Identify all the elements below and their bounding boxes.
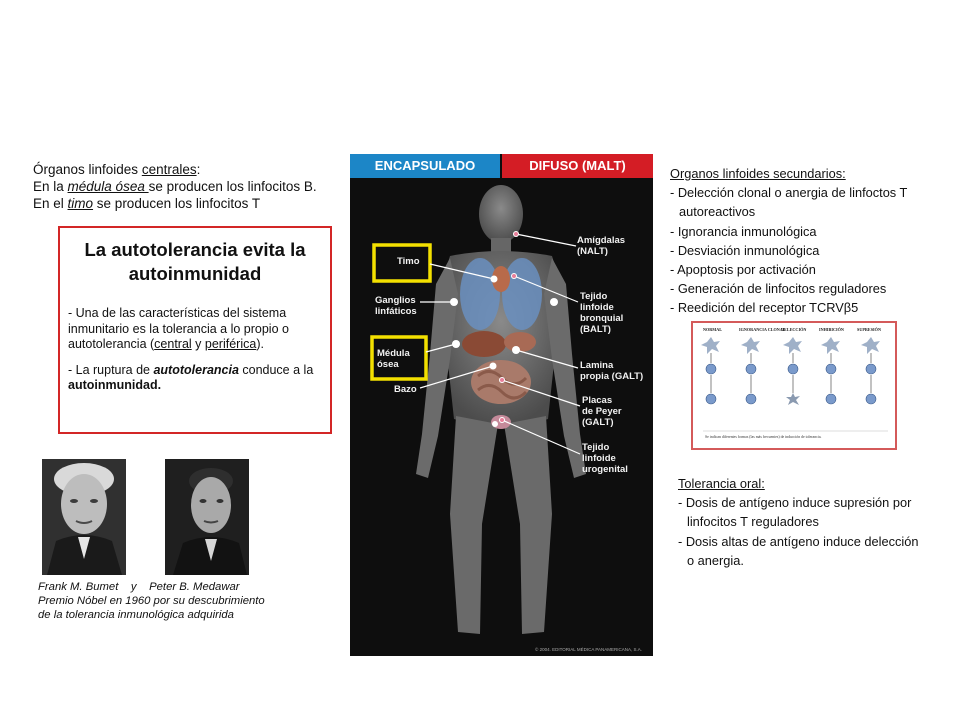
- label-timo: Timo: [397, 256, 420, 267]
- secondary-item-2: - Ignorancia inmunológica: [670, 223, 817, 239]
- oral-item-1-cont: linfocitos T reguladores: [687, 514, 819, 530]
- p2-autoinmunidad: autoinmunidad.: [68, 378, 162, 392]
- label-tejido-urogenital: Tejido linfoide urogenital: [582, 442, 628, 475]
- secondary-item-6: - Reedición del receptor TCRVβ5: [670, 300, 859, 316]
- burnet-portrait: [42, 459, 126, 575]
- central-line3-prefix: En el: [33, 196, 68, 211]
- caption-line-1: Frank M. Bumet y Peter B. Medawar: [38, 581, 240, 593]
- central-heading-prefix: Órganos linfoides: [33, 162, 142, 177]
- portrait-caption: [38, 580, 338, 622]
- label-lamina-propia: Lamina propia (GALT): [580, 360, 644, 382]
- central-organs-text: [33, 161, 353, 212]
- central-line2-suffix: se producen los linfocitos B.: [148, 179, 317, 194]
- secondary-item-4: - Apoptosis por activación: [670, 262, 816, 278]
- label-placas-peyer: Placas de Peyer (GALT): [582, 395, 622, 428]
- autotolerance-paragraph-1: [68, 306, 322, 353]
- autotolerance-box: [58, 226, 332, 434]
- central-line2-prefix: En la: [33, 179, 68, 194]
- secondary-organs-list: [670, 164, 960, 318]
- caption-line-3: de la tolerancia inmunológica adquirida: [38, 609, 234, 621]
- p1-periferica: periférica: [204, 337, 257, 351]
- tab-difuso: DIFUSO (MALT): [502, 154, 653, 178]
- diagram-header-supresion: SUPRESIÓN: [857, 327, 881, 332]
- oral-tolerance-list: [678, 474, 960, 570]
- p1-text-a: - Una de las características del sistema inmunitario es la tolerancia a lo propio o autotolerancia (: [68, 306, 289, 351]
- label-bazo: Bazo: [394, 384, 417, 395]
- label-medula-osea: Médula ósea: [377, 348, 410, 370]
- p1-central: central: [154, 337, 192, 351]
- tab-encapsulado: ENCAPSULADO: [350, 154, 500, 178]
- p2-text-c: conduce a la: [238, 362, 314, 377]
- diagram-header-ignorancia: IGNORANCIA CLONAL: [739, 327, 786, 332]
- figure-copyright: © 2004. EDITORIAL MÉDICA PANAMERICANA, S.A.: [535, 647, 643, 652]
- diagram-header-normal: NORMAL: [703, 327, 723, 332]
- tolerance-diagram-svg: [693, 323, 894, 447]
- label-ganglios: Ganglios linfáticos: [375, 295, 417, 317]
- central-line3-suffix: se producen los linfocitos T: [93, 196, 261, 211]
- secondary-heading: Organos linfoides secundarios:: [670, 166, 846, 181]
- p1-text-e: ).: [256, 337, 264, 351]
- p2-autotolerancia: autotolerancia: [153, 362, 239, 377]
- lymphoid-organs-figure: [350, 154, 653, 656]
- medawar-portrait: [165, 459, 249, 575]
- label-amigdalas: Amígdalas (NALT): [577, 235, 626, 257]
- secondary-item-3: - Desviación inmunológica: [670, 242, 820, 258]
- p2-text-a: - La ruptura de: [68, 362, 154, 377]
- oral-item-2: - Dosis altas de antígeno induce delección: [678, 533, 919, 549]
- tolerance-mechanisms-diagram: [691, 321, 897, 450]
- diagram-footer: Se indican diferentes formas (las más frecuentes) de inducción de tolerancia.: [705, 435, 822, 439]
- central-heading-colon: :: [196, 162, 201, 177]
- autotolerance-title: La autotolerancia evita la autoinmunidad: [84, 239, 306, 284]
- diagram-header-deleccion: DELECCIÓN: [781, 327, 807, 332]
- secondary-item-1: - Delección clonal o anergia de linfoctos T: [670, 185, 908, 201]
- timo-term: timo: [67, 196, 94, 211]
- diagram-header-inhibicion: INHIBICIÓN: [819, 327, 844, 332]
- central-heading-keyword: centrales: [141, 162, 197, 177]
- autotolerance-paragraph-2: [68, 363, 322, 394]
- secondary-item-1-cont: autoreactivos: [679, 204, 756, 220]
- secondary-item-5: - Generación de linfocitos reguladores: [670, 281, 887, 297]
- caption-line-2: Premio Nóbel en 1960 por su descubrimiento: [38, 595, 265, 607]
- p1-text-c: y: [191, 337, 205, 351]
- oral-item-2-cont: o anergia.: [687, 552, 744, 568]
- medula-osea-term: médula ósea: [67, 179, 149, 194]
- label-tejido-bronquial: Tejido linfoide bronquial (BALT): [580, 291, 624, 335]
- oral-item-1: - Dosis de antígeno induce supresión por: [678, 495, 912, 511]
- oral-heading: Tolerancia oral:: [678, 476, 765, 491]
